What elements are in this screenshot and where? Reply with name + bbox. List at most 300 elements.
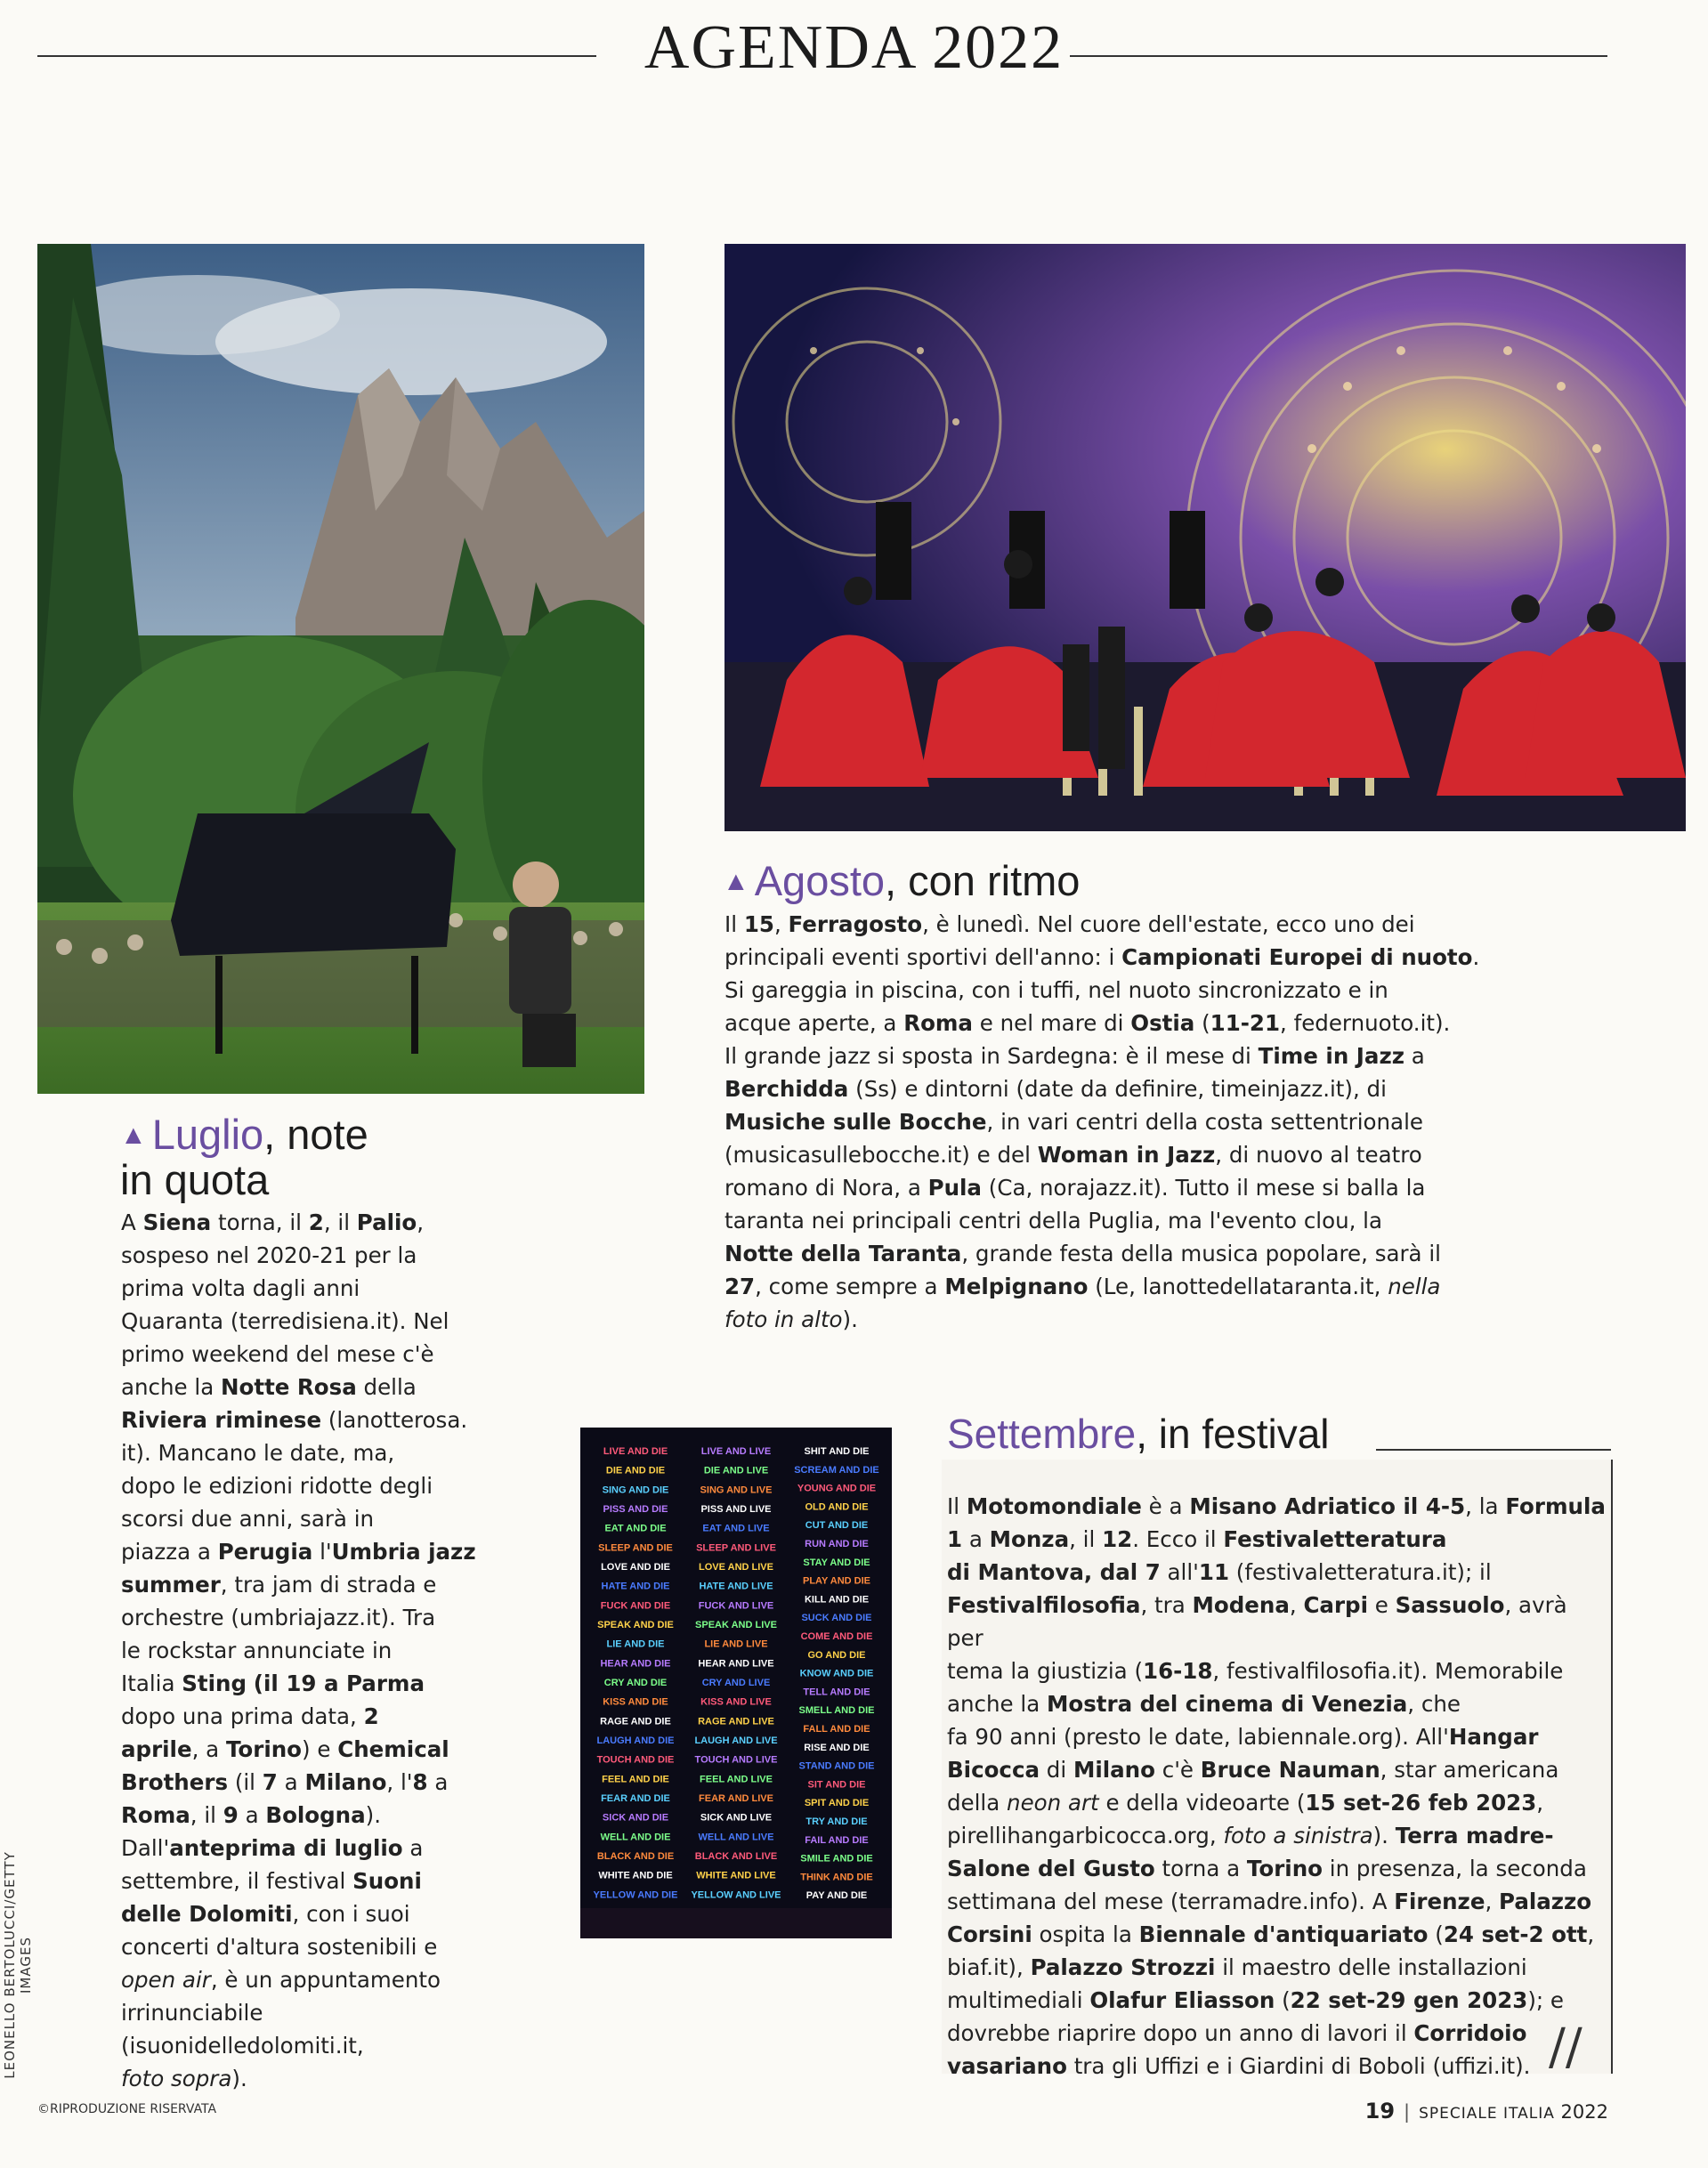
bold-term: 24 set-2 ott xyxy=(1443,1921,1588,1947)
neon-word: RAGE AND LIVE xyxy=(698,1716,774,1727)
text-run: Italia xyxy=(121,1670,182,1696)
neon-word: FEAR AND DIE xyxy=(601,1793,670,1804)
neon-word: SPIT AND DIE xyxy=(804,1798,870,1809)
page-folio xyxy=(1365,2099,1608,2124)
neon-word: EAT AND LIVE xyxy=(702,1523,770,1534)
text-run: it). Mancano le date, ma, xyxy=(121,1440,395,1466)
body-line xyxy=(121,1930,495,1963)
neon-word: YELLOW AND DIE xyxy=(593,1889,678,1901)
publication-name: SPECIALE ITALIA xyxy=(1419,2105,1555,2123)
body-line xyxy=(121,1700,495,1733)
neon-word: HEAR AND LIVE xyxy=(698,1658,774,1670)
bold-term: Palio xyxy=(356,1209,417,1235)
body-line xyxy=(724,974,1681,1007)
bold-term: Siena xyxy=(142,1209,212,1235)
section-heading-agosto: ▲ Agosto, con ritmo xyxy=(723,857,1081,904)
bold-term: Corridoio xyxy=(1413,2020,1527,2046)
neon-word: EAT AND DIE xyxy=(604,1523,667,1534)
neon-word: HEAR AND DIE xyxy=(600,1658,671,1670)
text-run: Il xyxy=(947,1493,967,1519)
bold-term: Corsini xyxy=(947,1921,1032,1947)
bold-term: Brothers xyxy=(121,1769,229,1795)
neon-word: LIE AND LIVE xyxy=(704,1638,768,1650)
body-line xyxy=(121,1865,495,1897)
bold-term: 9 xyxy=(223,1802,239,1828)
body-line xyxy=(947,1852,1606,1885)
bold-term: (il 19 a Parma xyxy=(253,1670,425,1696)
triangle-up-icon: ▲ xyxy=(120,1120,147,1150)
body-line xyxy=(947,1654,1606,1687)
neon-floor-reflection xyxy=(580,1908,892,1938)
body-line xyxy=(121,1272,495,1305)
text-run: , xyxy=(1485,1889,1500,1914)
bold-term: Palazzo Strozzi xyxy=(1030,1954,1216,1980)
bold-term: Chemical xyxy=(337,1736,449,1762)
body-line xyxy=(724,1303,1681,1336)
neon-word: FEAR AND LIVE xyxy=(699,1793,773,1804)
neon-word: CRY AND DIE xyxy=(603,1678,668,1688)
bold-term: Milano xyxy=(1073,1757,1155,1783)
neon-word: SING AND DIE xyxy=(602,1484,669,1496)
bold-term: Pula xyxy=(927,1175,982,1201)
neon-word: FUCK AND LIVE xyxy=(698,1600,774,1612)
body-line xyxy=(947,1720,1606,1753)
body-line xyxy=(724,941,1681,974)
bold-term: Woman in Jazz xyxy=(1037,1142,1216,1168)
text-run: concerti d'altura sostenibili e xyxy=(121,1934,438,1960)
text-run: principali eventi sportivi dell'anno: i xyxy=(724,944,1122,970)
text-run: , festivalfilosofia.it). Memorabile xyxy=(1212,1658,1564,1684)
text-run: c'è xyxy=(1154,1757,1201,1783)
neon-word: LOVE AND LIVE xyxy=(699,1562,773,1573)
neon-word: THINK AND DIE xyxy=(800,1872,873,1883)
text-run: settembre, il festival xyxy=(121,1868,353,1894)
neon-word: RAGE AND DIE xyxy=(600,1716,671,1727)
neon-word: KISS AND LIVE xyxy=(700,1696,772,1708)
section-body-luglio xyxy=(121,1206,495,2095)
text-run: e xyxy=(1367,1592,1396,1618)
text-run: . Ecco il xyxy=(1132,1526,1224,1552)
bold-term: Formula xyxy=(1505,1493,1606,1519)
body-line xyxy=(947,1984,1606,2017)
text-run: ); e xyxy=(1527,1987,1565,2013)
bold-term: Campionati Europei di nuoto xyxy=(1121,944,1473,970)
italic-term: nella xyxy=(1388,1274,1441,1299)
text-run: in presenza, la seconda xyxy=(1322,1856,1587,1881)
text-run: l' xyxy=(312,1539,332,1565)
bold-term: Notte Rosa xyxy=(221,1374,357,1400)
neon-word: KNOW AND DIE xyxy=(799,1668,874,1679)
neon-word: LIVE AND DIE xyxy=(603,1446,668,1457)
text-run: (isuonidelledolomiti.it, xyxy=(121,2033,364,2059)
text-run: dopo una prima data, xyxy=(121,1703,364,1729)
text-run: torna a xyxy=(1154,1856,1247,1881)
text-run: fa 90 anni (presto le date, labiennale.org). All' xyxy=(947,1724,1449,1750)
neon-word: CRY AND LIVE xyxy=(701,1678,771,1688)
text-run: torna, il xyxy=(211,1209,309,1235)
body-line xyxy=(121,1568,495,1601)
bold-term: Firenze xyxy=(1394,1889,1485,1914)
photo-credit-side: LEONELLO BERTOLUCCI/GETTY IMAGES xyxy=(2,1851,34,2079)
text-run: , è un appuntamento xyxy=(210,1967,441,1993)
bold-term: Motomondiale xyxy=(966,1493,1142,1519)
body-line xyxy=(121,1832,495,1865)
neon-word: COME AND DIE xyxy=(800,1631,873,1642)
text-run: , la xyxy=(1465,1493,1506,1519)
body-line xyxy=(724,1040,1681,1072)
text-run xyxy=(247,1670,254,1696)
text-run: (il xyxy=(228,1769,263,1795)
body-line xyxy=(121,1206,495,1239)
text-run: (Ca, norajazz.it). Tutto il mese si balla la xyxy=(981,1175,1426,1201)
neon-word: KISS AND DIE xyxy=(603,1696,668,1708)
text-run: ) e xyxy=(302,1736,338,1762)
text-run: a xyxy=(1404,1043,1425,1069)
text-run: ). xyxy=(231,2066,247,2091)
text-run: , il xyxy=(1069,1526,1103,1552)
text-run: è a xyxy=(1141,1493,1190,1519)
bold-term: Carpi xyxy=(1303,1592,1368,1618)
body-line xyxy=(947,2050,1606,2083)
bold-term: Bicocca xyxy=(947,1757,1040,1783)
text-run: di xyxy=(1040,1757,1073,1783)
text-run: , grande festa della musica popolare, sarà il xyxy=(961,1241,1441,1266)
text-run: le rockstar annunciate in xyxy=(121,1638,393,1663)
bold-term: Sassuolo xyxy=(1395,1592,1505,1618)
body-line xyxy=(947,1687,1606,1720)
bold-term: Milano xyxy=(304,1769,387,1795)
neon-word: FUCK AND DIE xyxy=(600,1600,671,1612)
text-run: Dall' xyxy=(121,1835,170,1861)
bold-term: Roma xyxy=(903,1010,973,1036)
body-line xyxy=(947,1589,1606,1654)
bold-term: delle Dolomiti xyxy=(121,1901,293,1927)
bold-term: Mostra del cinema di Venezia xyxy=(1047,1691,1408,1717)
text-run: multimediali xyxy=(947,1987,1090,2013)
body-line xyxy=(724,1138,1681,1171)
bold-term: Notte della Taranta xyxy=(724,1241,962,1266)
copyright-notice: ©RIPRODUZIONE RISERVATA xyxy=(37,2102,217,2116)
body-line xyxy=(947,1523,1606,1556)
header-rule-right xyxy=(1070,55,1607,57)
bold-term: Palazzo xyxy=(1499,1889,1592,1914)
text-run: ( xyxy=(1428,1921,1444,1947)
body-line xyxy=(121,1305,495,1338)
bold-term: Terra madre- xyxy=(1395,1823,1554,1848)
neon-word: SICK AND DIE xyxy=(602,1812,669,1824)
neon-word: SMILE AND DIE xyxy=(800,1853,873,1865)
bold-term: Suoni xyxy=(352,1868,422,1894)
text-run: il maestro delle installazioni xyxy=(1215,1954,1527,1980)
text-run: all' xyxy=(1160,1559,1199,1585)
text-run: (musicasullebocche.it) e del xyxy=(724,1142,1038,1168)
neon-word: SPEAK AND DIE xyxy=(597,1620,674,1630)
text-run: , che xyxy=(1407,1691,1461,1717)
text-run: , xyxy=(417,1209,425,1235)
text-run: biaf.it), xyxy=(947,1954,1031,1980)
bold-term: Torino xyxy=(1246,1856,1323,1881)
body-line xyxy=(121,1535,495,1568)
bold-term: 27 xyxy=(724,1274,756,1299)
bold-term: summer xyxy=(121,1572,221,1598)
neon-word: KILL AND DIE xyxy=(804,1594,870,1606)
text-run: . xyxy=(1472,944,1480,970)
text-run: ). xyxy=(365,1802,382,1828)
neon-word: PAY AND DIE xyxy=(805,1890,868,1902)
neon-word: WELL AND LIVE xyxy=(698,1832,774,1843)
body-line xyxy=(947,1885,1606,1918)
body-line xyxy=(947,1753,1606,1786)
bold-term: 11 xyxy=(1198,1559,1230,1585)
neon-word: SLEEP AND DIE xyxy=(598,1542,673,1554)
neon-word: PISS AND LIVE xyxy=(700,1504,772,1515)
text-run: della xyxy=(356,1374,417,1400)
text-run: tema la giustizia ( xyxy=(947,1658,1144,1684)
neon-word: FEEL AND LIVE xyxy=(700,1774,773,1785)
text-run: ( xyxy=(1194,1010,1210,1036)
bold-term: anteprima di luglio xyxy=(169,1835,403,1861)
bold-term: Riviera riminese xyxy=(121,1407,322,1433)
text-run: a xyxy=(427,1769,449,1795)
body-line xyxy=(724,1007,1681,1040)
body-line xyxy=(121,1404,495,1436)
neon-word: TELL AND DIE xyxy=(803,1687,870,1698)
bold-term: Olafur Eliasson xyxy=(1089,1987,1275,2013)
text-run: , federnuoto.it). xyxy=(1280,1010,1451,1036)
text-run: anche la xyxy=(947,1691,1048,1717)
text-run: primo weekend del mese c'è xyxy=(121,1341,434,1367)
text-run: taranta nei principali centri della Puglia, ma l'evento clou, la xyxy=(724,1208,1383,1234)
body-line xyxy=(724,1270,1681,1303)
bold-term: Monza xyxy=(989,1526,1070,1552)
body-line xyxy=(121,1766,495,1799)
text-run: tra gli Uffizi e i Giardini di Boboli (uffizi.it). xyxy=(1066,2053,1531,2079)
text-run: acque aperte, a xyxy=(724,1010,904,1036)
body-line xyxy=(724,1072,1681,1105)
text-run: ). xyxy=(842,1306,858,1332)
text-run: , di nuovo al teatro xyxy=(1215,1142,1422,1168)
neon-word: HATE AND LIVE xyxy=(699,1581,773,1592)
neon-word: PISS AND DIE xyxy=(603,1504,668,1515)
text-run: , xyxy=(773,911,789,937)
photo-dolomites-pianist xyxy=(37,244,644,1094)
neon-word: SPEAK AND LIVE xyxy=(695,1620,777,1630)
body-line xyxy=(121,1371,495,1404)
neon-word: YOUNG AND DIE xyxy=(797,1483,877,1494)
neon-word: SUCK AND DIE xyxy=(801,1613,872,1624)
bold-term: 1 xyxy=(947,1526,963,1552)
folio-separator: | xyxy=(1404,2101,1411,2123)
bold-term: aprile xyxy=(121,1736,192,1762)
bold-term: 2 xyxy=(363,1703,379,1729)
body-line xyxy=(947,1951,1606,1984)
text-run: Si gareggia in piscina, con i tuffi, nel nuoto sincronizzato e in xyxy=(724,977,1388,1003)
text-run: (Ss) e dintorni (date da definire, timeinjazz.it), di xyxy=(848,1076,1387,1102)
text-run: Il grande jazz si sposta in Sardegna: è il mese di xyxy=(724,1043,1259,1069)
neon-word: SICK AND LIVE xyxy=(700,1812,773,1824)
text-run: , come sempre a xyxy=(755,1274,945,1299)
text-run: A xyxy=(121,1209,143,1235)
bold-term: 16-18 xyxy=(1143,1658,1213,1684)
text-run: , avrà per xyxy=(947,1592,1567,1651)
text-run: e della videoarte ( xyxy=(1098,1790,1306,1816)
text-run: , con i suoi xyxy=(292,1901,410,1927)
text-run: romano di Nora, a xyxy=(724,1175,928,1201)
italic-term: neon art xyxy=(1007,1790,1099,1816)
bold-term: vasariano xyxy=(947,2053,1067,2079)
bold-term: Modena xyxy=(1192,1592,1290,1618)
bold-term: 15 set-26 feb 2023 xyxy=(1305,1790,1537,1816)
text-run: a xyxy=(962,1526,990,1552)
neon-word: LIE AND DIE xyxy=(606,1638,665,1650)
bold-term: 11-21 xyxy=(1210,1010,1281,1036)
neon-word: WHITE AND DIE xyxy=(598,1870,673,1881)
photo-nauman-neon xyxy=(580,1428,892,1938)
text-run: , star americana xyxy=(1380,1757,1559,1783)
section-body-settembre xyxy=(947,1490,1606,2083)
settembre-heading-rule xyxy=(1376,1449,1611,1451)
body-line xyxy=(121,1897,495,1930)
bold-term: 22 set-29 gen 2023 xyxy=(1290,1987,1528,2013)
neon-word: PLAY AND DIE xyxy=(802,1575,871,1587)
bold-term: Roma xyxy=(121,1802,190,1828)
neon-word: DIE AND LIVE xyxy=(703,1465,769,1476)
italic-term: foto sopra xyxy=(121,2066,232,2091)
body-line xyxy=(121,1733,495,1766)
body-line xyxy=(121,1996,495,2029)
text-run: (festivaletteratura.it); il xyxy=(1229,1559,1492,1585)
neon-word: GO AND DIE xyxy=(807,1649,866,1661)
body-line xyxy=(724,1105,1681,1138)
text-run: prima volta dagli anni xyxy=(121,1275,360,1301)
bold-term: Festivaletteratura xyxy=(1223,1526,1447,1552)
neon-word: SHIT AND DIE xyxy=(804,1446,870,1457)
body-line xyxy=(121,1436,495,1469)
text-run: , il xyxy=(190,1802,223,1828)
bold-term: 15 xyxy=(743,911,774,937)
neon-word: HATE AND DIE xyxy=(601,1581,670,1592)
neon-word: FAIL AND DIE xyxy=(805,1834,869,1846)
section-heading-luglio: ▲ Luglio, note in quota xyxy=(120,1111,368,1203)
section-heading-settembre: Settembre, in festival xyxy=(947,1411,1330,1457)
text-run: orchestre (umbriajazz.it). Tra xyxy=(121,1605,436,1630)
bold-term: Bruce Nauman xyxy=(1200,1757,1380,1783)
body-line xyxy=(121,1502,495,1535)
body-line xyxy=(121,1469,495,1502)
body-line xyxy=(724,1171,1681,1204)
neon-word: TOUCH AND DIE xyxy=(596,1754,675,1766)
body-line xyxy=(121,1338,495,1371)
body-line xyxy=(947,1786,1606,1819)
neon-word: SMELL AND DIE xyxy=(798,1705,875,1717)
text-run: , xyxy=(1536,1790,1544,1816)
bold-term: Torino xyxy=(225,1736,303,1762)
bold-term: 8 xyxy=(412,1769,428,1795)
text-run: a xyxy=(238,1802,266,1828)
neon-word: BLACK AND LIVE xyxy=(694,1851,778,1862)
bold-term: Misano Adriatico il 4-5 xyxy=(1189,1493,1466,1519)
body-line xyxy=(947,1556,1606,1589)
text-run: dovrebbe riaprire dopo un anno di lavori il xyxy=(947,2020,1414,2046)
text-run: , tra jam di strada e xyxy=(220,1572,437,1598)
text-run: a xyxy=(402,1835,424,1861)
neon-word: SING AND LIVE xyxy=(700,1484,773,1496)
bold-term: Salone del Gusto xyxy=(947,1856,1155,1881)
text-run: , xyxy=(1587,1921,1595,1947)
bold-term: 7 xyxy=(262,1769,278,1795)
bold-term: Umbria jazz xyxy=(331,1539,476,1565)
text-run: settimana del mese (terramadre.info). A xyxy=(947,1889,1395,1914)
body-line xyxy=(121,1239,495,1272)
neon-word: TRY AND DIE xyxy=(805,1816,868,1827)
neon-word: SLEEP AND LIVE xyxy=(696,1542,776,1554)
neon-word: BLACK AND DIE xyxy=(596,1851,675,1862)
text-run: sospeso nel 2020-21 per la xyxy=(121,1242,417,1268)
body-line xyxy=(121,1634,495,1667)
text-run: piazza a xyxy=(121,1539,218,1565)
text-run: anche la xyxy=(121,1374,222,1400)
section-body-agosto xyxy=(724,908,1681,1336)
text-run: Il xyxy=(724,911,744,937)
body-line xyxy=(121,1667,495,1700)
text-run: , tra xyxy=(1140,1592,1193,1618)
text-run: pirellihangarbicocca.org, xyxy=(947,1823,1224,1848)
bold-term: Hangar xyxy=(1448,1724,1539,1750)
italic-term: open air xyxy=(121,1967,211,1993)
bold-term: Ostia xyxy=(1130,1010,1195,1036)
body-line xyxy=(121,2062,495,2095)
neon-word: CUT AND DIE xyxy=(805,1520,869,1532)
neon-word: LAUGH AND DIE xyxy=(596,1735,675,1746)
bold-term: Sting xyxy=(182,1670,247,1696)
neon-word: FALL AND DIE xyxy=(803,1724,870,1735)
neon-word: SIT AND DIE xyxy=(807,1779,866,1791)
neon-word: STAND AND DIE xyxy=(798,1760,875,1772)
body-line xyxy=(947,1918,1606,1951)
text-run: , il xyxy=(323,1209,357,1235)
body-line xyxy=(121,1799,495,1832)
bold-term: Melpignano xyxy=(944,1274,1089,1299)
bold-term: Biennale d'antiquariato xyxy=(1138,1921,1429,1947)
neon-word: FEEL AND DIE xyxy=(602,1774,669,1785)
text-run: e nel mare di xyxy=(972,1010,1131,1036)
text-run: , in vari centri della costa settentrionale xyxy=(986,1109,1423,1135)
text-run: ). xyxy=(1372,1823,1396,1848)
bold-term: Festivalfilosofia xyxy=(947,1592,1141,1618)
bold-term: Bologna xyxy=(265,1802,366,1828)
bold-term: Perugia xyxy=(217,1539,313,1565)
text-run: ( xyxy=(1275,1987,1291,2013)
neon-word: RISE AND DIE xyxy=(804,1742,870,1753)
body-line xyxy=(121,1963,495,1996)
neon-word: STAY AND DIE xyxy=(803,1557,870,1568)
triangle-up-icon: ▲ xyxy=(723,867,749,896)
bold-term: 2 xyxy=(308,1209,324,1235)
text-run: della xyxy=(947,1790,1008,1816)
text-run: irrinunciabile xyxy=(121,2000,263,2026)
bold-term: 12 xyxy=(1102,1526,1133,1552)
double-slash-icon: // xyxy=(1549,2018,1583,2076)
body-line xyxy=(724,1204,1681,1237)
page-number: 19 xyxy=(1364,2099,1396,2124)
neon-word: WELL AND DIE xyxy=(600,1832,671,1843)
text-run: (lanotterosa. xyxy=(321,1407,468,1433)
body-line xyxy=(121,1601,495,1634)
body-line xyxy=(947,1490,1606,1523)
body-line xyxy=(724,908,1681,941)
page-title: AGENDA 2022 xyxy=(644,13,1064,82)
neon-word: TOUCH AND LIVE xyxy=(694,1754,778,1766)
